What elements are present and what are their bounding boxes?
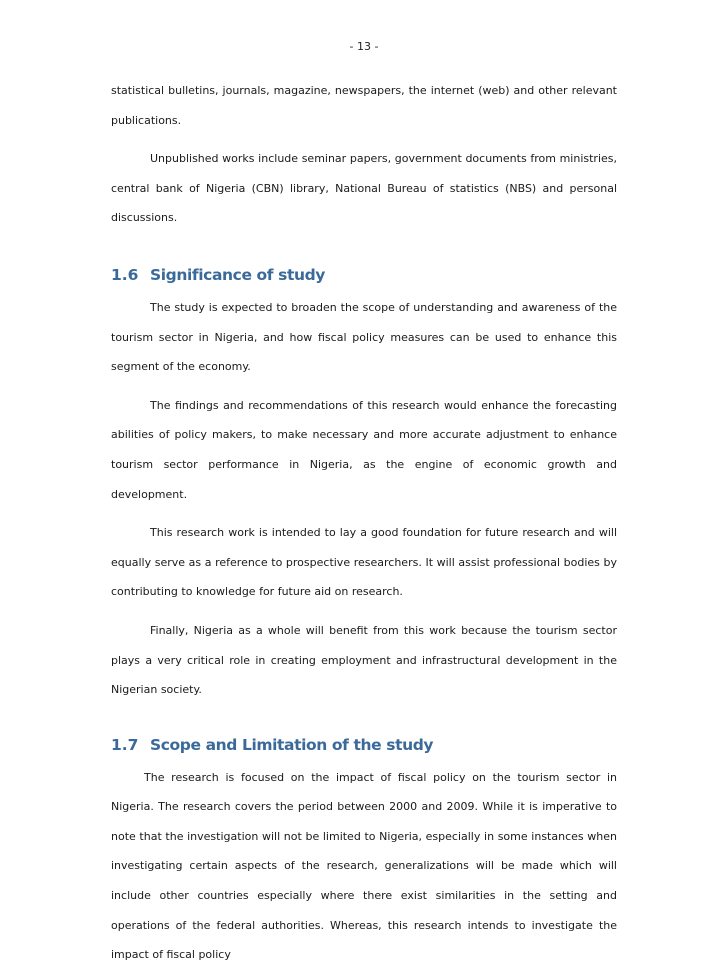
spacer <box>111 705 617 727</box>
section-title: Significance of study <box>150 265 326 284</box>
section-heading-significance <box>111 257 617 293</box>
page-number: - 13 - <box>349 40 379 53</box>
scope-paragraph-1: The research is focused on the impact of fiscal policy on the tourism sector in Nigeria. The research covers the period between 2000 and 2009. While it is imperative to note that the investigation will not be limited to Nigeria, especially in some instances when investigating certain aspects of the research, generalizations will be made which will include other countries especially where there exist similarities in the setting and operations of the federal authorities. Whereas, this research intends to investigate the impact of fiscal policy <box>111 770 617 962</box>
spacer <box>111 135 617 144</box>
spacer <box>111 382 617 391</box>
spacer <box>111 509 617 518</box>
section-title: Scope and Limitation of the study <box>150 735 434 754</box>
significance-paragraph-4: Finally, Nigeria as a whole will benefit from this work because the tourism sector plays a very critical role in creating employment and infrastructural development in the Nigerian society. <box>111 623 617 697</box>
section-number: 1.6 <box>111 265 139 284</box>
page-content <box>111 76 617 970</box>
spacer <box>111 607 617 616</box>
intro-paragraph-2: Unpublished works include seminar papers, government documents from ministries, central bank of Nigeria (CBN) library, National Bureau of statistics (NBS) and personal discussions. <box>111 152 617 225</box>
section-heading-scope <box>111 727 617 763</box>
intro-paragraph-1: statistical bulletins, journals, magazine, newspapers, the internet (web) and other relevant publications. <box>111 84 617 127</box>
significance-paragraph-1: The study is expected to broaden the scope of understanding and awareness of the tourism sector in Nigeria, and how fiscal policy measures can be used to enhance this segment of the economy. <box>111 300 617 374</box>
significance-paragraph-2: The findings and recommendations of this research would enhance the forecasting abilities of policy makers, to make necessary and more accurate adjustment to enhance tourism sector performance in Nigeria, as the engine of economic growth and development. <box>111 398 617 501</box>
spacer <box>111 233 617 257</box>
section-number: 1.7 <box>111 735 139 754</box>
significance-paragraph-3: This research work is intended to lay a good foundation for future research and will equally serve as a reference to prospective researchers. It will assist professional bodies by contributing to knowledge for future aid on research. <box>111 526 617 599</box>
